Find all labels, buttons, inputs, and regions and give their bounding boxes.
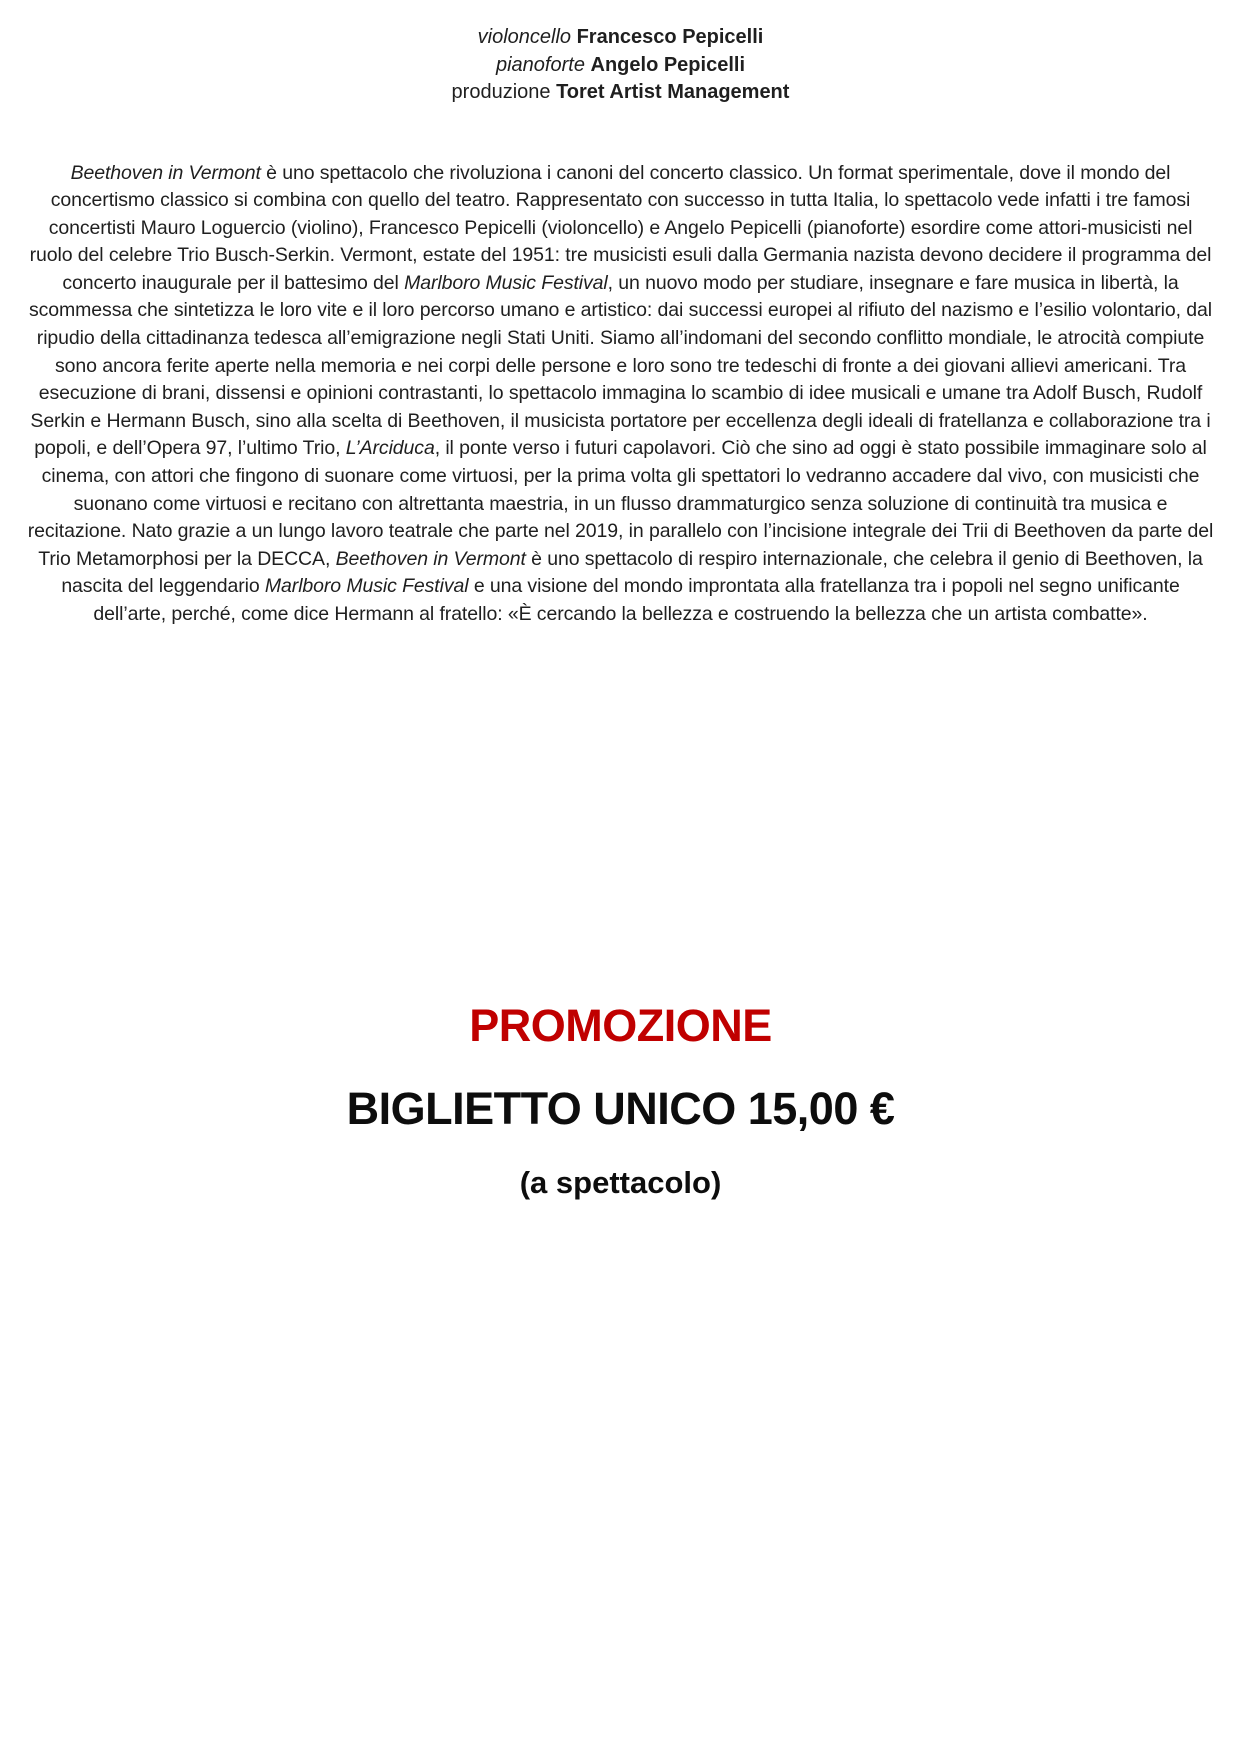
ticket-price-line: BIGLIETTO UNICO 15,00 € — [346, 1083, 895, 1134]
synopsis-run: Marlboro Music Festival — [264, 575, 469, 598]
synopsis-run: , un nuovo modo per studiare, insegnare e fare musica in libertà, la scommessa che sintetizza le loro vite e il loro percorso umano e artistico: dai successi europei al rifiuto del nazismo e l’esilio volontario, dal ripudio della cittadinanza tedesca all’emigrazione negli Stati Uniti. Siamo all’indomani del secondo conflitto mondiale, le atrocità compiute sono ancora ferite aperte nella memoria e nei corpi delle persone e loro sono tre tedeschi di fronte a dei giovani allievi americani. Tra esecuzione di brani, dissensi e opinioni contrastanti, lo spettacolo immagina lo scambio di idee musicali e umane tra Adolf Busch, Rudolf Serkin e Hermann Busch, sino alla scelta di Beethoven, il musicista portatore per eccellenza degli ideali di fratellanza e collaborazione tra i popoli, e dell’Opera 97, l’ultimo Trio, — [28, 271, 1213, 460]
synopsis-run: Beethoven in Vermont — [70, 161, 261, 184]
synopsis-run: , il ponte verso i futuri capolavori. Ciò che sino ad oggi è stato possibile immaginare solo al cinema, con attori che fingono di suonare come virtuosi, per la prima volta gli spettatori lo vedranno accadere dal vivo, con musicisti che suonano come virtuosi e recitano con altrettanta maestria, in un flusso drammaturgico senza soluzione di continuità tra musica e recitazione. Nato grazie a un lungo lavoro teatrale che parte nel 2019, in parallelo con l’incisione integrale dei Trii di Beethoven da parte del Trio Metamorphosi per la DECCA, — [27, 437, 1214, 570]
credit-name: Toret Artist Management — [556, 81, 790, 103]
credit-role: violoncello — [477, 26, 572, 48]
synopsis-run: e una visione del mondo improntata alla fratellanza tra i popoli nel segno unificante dell’arte, perché, come dice Hermann al fratello: «È cercando la bellezza e costruendo la bellezza che un artista combatte». — [93, 575, 1180, 625]
credit-line-pianoforte — [0, 52, 1241, 80]
synopsis-run: Marlboro Music Festival — [404, 271, 608, 294]
synopsis-run: Beethoven in Vermont — [335, 547, 526, 570]
credit-role: produzione — [451, 81, 551, 103]
synopsis-paragraph — [26, 160, 1215, 629]
credit-line-violoncello — [0, 24, 1241, 52]
credit-role: pianoforte — [495, 53, 585, 76]
credit-name: Angelo Pepicelli — [590, 53, 745, 76]
synopsis-run: è uno spettacolo che rivoluziona i canoni del concerto classico. Un format sperimentale, dove il mondo del concertismo classico si combina con quello del teatro. Rappresentato con successo in tutta Italia, lo spettacolo vede infatti i tre famosi concertisti Mauro Loguercio (violino), Francesco Pepicelli (violoncello) e Angelo Pepicelli (pianoforte) esordire come attori-musicisti nel ruolo del celebre Trio Busch-Serkin. Vermont, estate del 1951: tre musicisti esuli dalla Germania nazista devono decidere il programma del concerto inaugurale per il battesimo del — [29, 161, 1212, 294]
credit-line-produzione — [0, 79, 1241, 107]
per-show-note: (a spettacolo) — [519, 1165, 722, 1200]
promo-title: PROMOZIONE — [469, 1000, 772, 1051]
synopsis-run: è uno spettacolo di respiro internazionale, che celebra il genio di Beethoven, la nascita del leggendario — [61, 547, 1203, 598]
credits-block — [0, 24, 1241, 107]
credit-name: Francesco Pepicelli — [576, 26, 764, 48]
synopsis-run: L’Arciduca — [345, 437, 435, 460]
